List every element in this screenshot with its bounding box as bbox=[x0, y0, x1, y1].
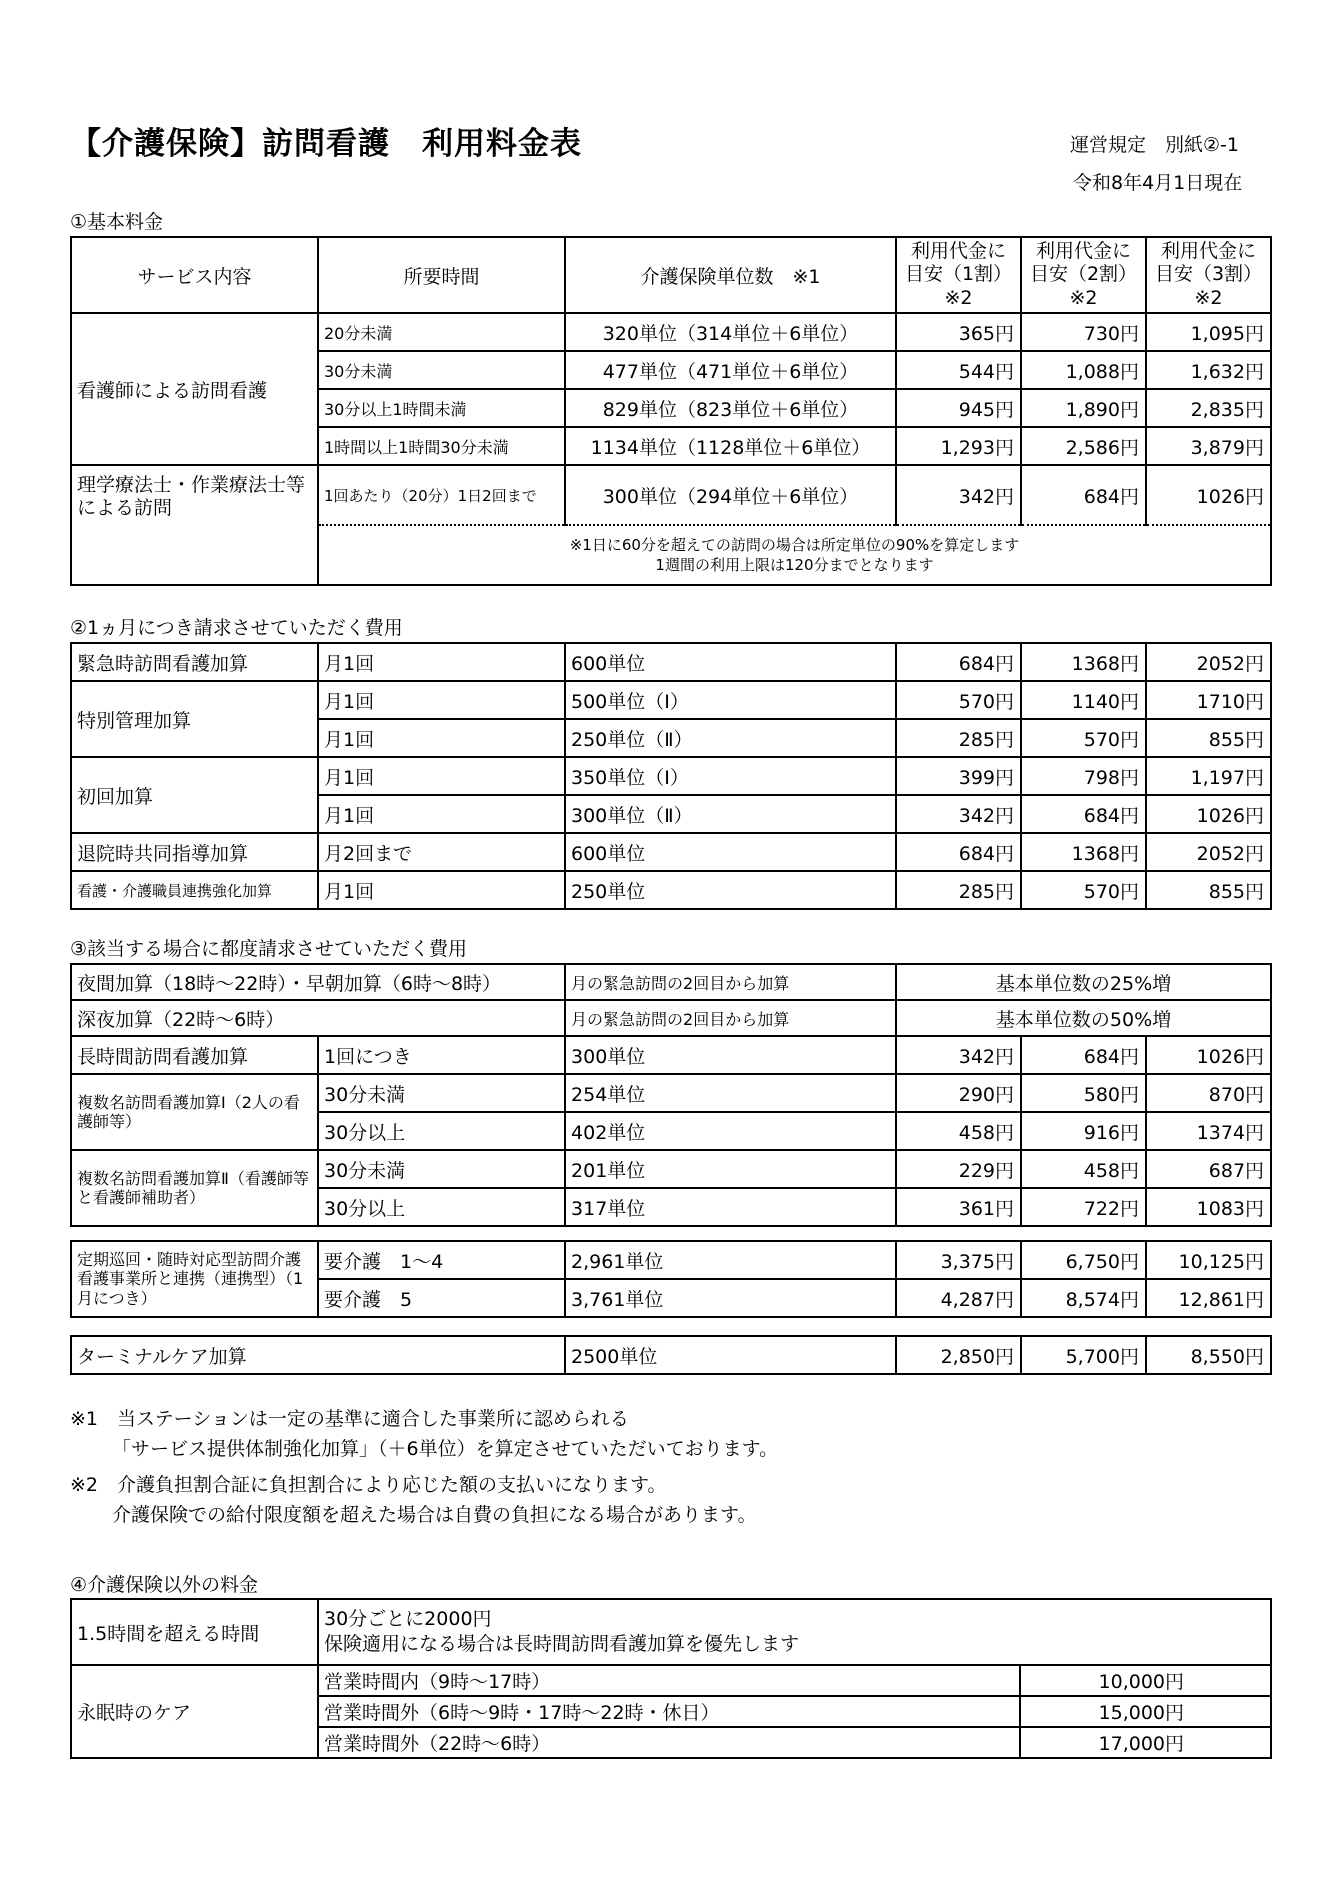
freq-cell: 月1回 bbox=[318, 681, 565, 719]
row-label: 理学療法士・作業療法士等による訪問 bbox=[71, 465, 318, 585]
price-cell: 1,088円 bbox=[1021, 351, 1146, 389]
price-cell: 2,850円 bbox=[896, 1336, 1021, 1374]
page-title: 【介護保険】訪問看護 利用料金表 bbox=[70, 126, 582, 162]
price-cell: 285円 bbox=[896, 871, 1021, 909]
footnote-line: 「サービス提供体制強化加算」（＋6単位）を算定させていただいております。 bbox=[112, 1438, 779, 1460]
units-cell: 1134単位（1128単位＋6単位） bbox=[565, 427, 896, 465]
freq-cell: 月1回 bbox=[318, 643, 565, 681]
care-level-cell: 要介護 5 bbox=[318, 1279, 565, 1317]
as-of-date: 令和8年4月1日現在 bbox=[1073, 172, 1243, 194]
time-cell: 30分未満 bbox=[318, 1074, 565, 1112]
price-cell: 6,750円 bbox=[1021, 1241, 1146, 1279]
units-cell: 317単位 bbox=[565, 1188, 896, 1226]
price-cell: 458円 bbox=[896, 1112, 1021, 1150]
condition-cell: 月の緊急訪問の2回目から加算 bbox=[565, 1000, 896, 1036]
freq-cell: 1回につき bbox=[318, 1036, 565, 1074]
detail-line: 保険適用になる場合は長時間訪問看護加算を優先します bbox=[324, 1633, 800, 1655]
price-cell: 730円 bbox=[1021, 313, 1146, 351]
monthly-fee-table bbox=[70, 642, 1272, 910]
price-cell: 945円 bbox=[896, 389, 1021, 427]
price-cell: 1368円 bbox=[1021, 643, 1146, 681]
price-cell: 2,835円 bbox=[1146, 389, 1271, 427]
row-label: 永眠時のケア bbox=[71, 1665, 318, 1758]
table-row bbox=[71, 681, 1271, 719]
footnote-1 bbox=[70, 1404, 778, 1464]
price-cell: 1,197円 bbox=[1146, 757, 1271, 795]
price-cell: 1710円 bbox=[1146, 681, 1271, 719]
units-cell: 201単位 bbox=[565, 1150, 896, 1188]
units-cell: 320単位（314単位＋6単位） bbox=[565, 313, 896, 351]
table-row bbox=[71, 1241, 1271, 1279]
price-cell: 722円 bbox=[1021, 1188, 1146, 1226]
table-row bbox=[71, 964, 1271, 1000]
time-cell: 30分以上1時間未満 bbox=[318, 389, 565, 427]
price-cell: 3,879円 bbox=[1146, 427, 1271, 465]
time-cell: 30分未満 bbox=[318, 1150, 565, 1188]
price-cell: 365円 bbox=[896, 313, 1021, 351]
col-header: 利用代金に目安（1割）※2 bbox=[896, 237, 1021, 313]
price-cell: 5,700円 bbox=[1021, 1336, 1146, 1374]
rule-reference: 運営規定 別紙②-1 bbox=[1070, 134, 1239, 156]
section-heading-monthly: ②1ヵ月につき請求させていただく費用 bbox=[70, 617, 403, 639]
row-label: 特別管理加算 bbox=[71, 681, 318, 757]
freq-cell: 月1回 bbox=[318, 757, 565, 795]
units-cell: 829単位（823単位＋6単位） bbox=[565, 389, 896, 427]
price-cell: 570円 bbox=[896, 681, 1021, 719]
price-cell: 1140円 bbox=[1021, 681, 1146, 719]
detail-line: 30分ごとに2000円 bbox=[324, 1608, 492, 1631]
price-cell: 3,375円 bbox=[896, 1241, 1021, 1279]
table-row bbox=[71, 871, 1271, 909]
table-row bbox=[71, 757, 1271, 795]
row-label: 深夜加算（22時～6時） bbox=[71, 1000, 565, 1036]
price-cell: 290円 bbox=[896, 1074, 1021, 1112]
price-cell: 342円 bbox=[896, 465, 1021, 525]
basic-fee-table bbox=[70, 236, 1272, 586]
price-cell: 15,000円 bbox=[1020, 1696, 1271, 1727]
row-label: ターミナルケア加算 bbox=[71, 1336, 565, 1374]
price-cell: 399円 bbox=[896, 757, 1021, 795]
footnote-line: ※1 当ステーションは一定の基準に適合した事業所に認められる bbox=[70, 1408, 629, 1430]
footnote-line: ※2 介護負担割合証に負担割合により応じた額の支払いになります。 bbox=[70, 1474, 667, 1496]
table-row bbox=[71, 1599, 1271, 1665]
price-cell: 570円 bbox=[1021, 871, 1146, 909]
freq-cell: 月1回 bbox=[318, 719, 565, 757]
table-row bbox=[71, 1336, 1271, 1374]
time-cell: 30分以上 bbox=[318, 1112, 565, 1150]
section-heading-non-insurance: ④介護保険以外の料金 bbox=[70, 1574, 259, 1596]
units-cell: 500単位（Ⅰ） bbox=[565, 681, 896, 719]
price-cell: 1374円 bbox=[1146, 1112, 1271, 1150]
time-cell: 営業時間外（22時～6時） bbox=[318, 1727, 1020, 1758]
price-cell: 916円 bbox=[1021, 1112, 1146, 1150]
price-cell: 1,293円 bbox=[896, 427, 1021, 465]
section-heading-per-visit: ③該当する場合に都度請求させていただく費用 bbox=[70, 938, 468, 960]
visit-limit-note bbox=[318, 525, 1271, 585]
row-label: 緊急時訪問看護加算 bbox=[71, 643, 318, 681]
col-header: サービス内容 bbox=[71, 237, 318, 313]
col-header: 利用代金に目安（2割）※2 bbox=[1021, 237, 1146, 313]
col-header: 利用代金に目安（3割）※2 bbox=[1146, 237, 1271, 313]
price-cell: 1368円 bbox=[1021, 833, 1146, 871]
table-header-row bbox=[71, 237, 1271, 313]
rate-cell: 基本単位数の25%増 bbox=[896, 964, 1271, 1000]
row-label: 看護・介護職員連携強化加算 bbox=[71, 871, 318, 909]
time-cell: 30分未満 bbox=[318, 351, 565, 389]
price-cell: 570円 bbox=[1021, 719, 1146, 757]
price-cell: 1,890円 bbox=[1021, 389, 1146, 427]
price-cell: 1026円 bbox=[1146, 465, 1271, 525]
price-cell: 361円 bbox=[896, 1188, 1021, 1226]
row-label: 夜間加算（18時～22時）・早朝加算（6時～8時） bbox=[71, 964, 565, 1000]
price-cell: 342円 bbox=[896, 1036, 1021, 1074]
row-label: 退院時共同指導加算 bbox=[71, 833, 318, 871]
footnote-2 bbox=[70, 1470, 756, 1530]
condition-cell: 月の緊急訪問の2回目から加算 bbox=[565, 964, 896, 1000]
price-cell: 870円 bbox=[1146, 1074, 1271, 1112]
rate-cell: 基本単位数の50%増 bbox=[896, 1000, 1271, 1036]
col-header: 所要時間 bbox=[318, 237, 565, 313]
price-cell: 1,095円 bbox=[1146, 313, 1271, 351]
price-cell: 229円 bbox=[896, 1150, 1021, 1188]
table-row bbox=[71, 833, 1271, 871]
price-cell: 12,861円 bbox=[1146, 1279, 1271, 1317]
units-cell: 3,761単位 bbox=[565, 1279, 896, 1317]
units-cell: 600単位 bbox=[565, 833, 896, 871]
price-cell: 10,125円 bbox=[1146, 1241, 1271, 1279]
row-label: 看護師による訪問看護 bbox=[71, 313, 318, 465]
price-cell: 684円 bbox=[1021, 1036, 1146, 1074]
table-row bbox=[71, 313, 1271, 351]
care-level-cell: 要介護 1～4 bbox=[318, 1241, 565, 1279]
price-cell: 544円 bbox=[896, 351, 1021, 389]
price-cell: 687円 bbox=[1146, 1150, 1271, 1188]
units-cell: 2,961単位 bbox=[565, 1241, 896, 1279]
table-row bbox=[71, 1036, 1271, 1074]
price-cell: 285円 bbox=[896, 719, 1021, 757]
row-label: 定期巡回・随時対応型訪問介護看護事業所と連携（連携型）（1月につき） bbox=[71, 1241, 318, 1317]
row-label: 長時間訪問看護加算 bbox=[71, 1036, 318, 1074]
price-cell: 1,632円 bbox=[1146, 351, 1271, 389]
table-row bbox=[71, 465, 1271, 525]
table-row bbox=[71, 1665, 1271, 1696]
units-cell: 250単位 bbox=[565, 871, 896, 909]
units-cell: 600単位 bbox=[565, 643, 896, 681]
time-cell: 1回あたり（20分）1日2回まで bbox=[318, 465, 565, 525]
price-cell: 684円 bbox=[1021, 795, 1146, 833]
price-cell: 855円 bbox=[1146, 871, 1271, 909]
price-cell: 684円 bbox=[1021, 465, 1146, 525]
col-header: 介護保険単位数 ※1 bbox=[565, 237, 896, 313]
terminal-care-table bbox=[70, 1335, 1272, 1375]
price-cell: 2052円 bbox=[1146, 643, 1271, 681]
units-cell: 2500単位 bbox=[565, 1336, 896, 1374]
per-visit-fee-table bbox=[70, 963, 1272, 1227]
price-cell: 458円 bbox=[1021, 1150, 1146, 1188]
freq-cell: 月2回まで bbox=[318, 833, 565, 871]
units-cell: 254単位 bbox=[565, 1074, 896, 1112]
price-cell: 17,000円 bbox=[1020, 1727, 1271, 1758]
row-label: 複数名訪問看護加算Ⅱ（看護師等と看護師補助者） bbox=[71, 1150, 318, 1226]
over-time-detail bbox=[318, 1599, 1271, 1665]
time-cell: 1時間以上1時間30分未満 bbox=[318, 427, 565, 465]
units-cell: 300単位（294単位＋6単位） bbox=[565, 465, 896, 525]
row-label: 複数名訪問看護加算Ⅰ（2人の看護師等） bbox=[71, 1074, 318, 1150]
price-cell: 342円 bbox=[896, 795, 1021, 833]
price-cell: 684円 bbox=[896, 643, 1021, 681]
time-cell: 20分未満 bbox=[318, 313, 565, 351]
price-cell: 4,287円 bbox=[896, 1279, 1021, 1317]
units-cell: 300単位（Ⅱ） bbox=[565, 795, 896, 833]
units-cell: 250単位（Ⅱ） bbox=[565, 719, 896, 757]
units-cell: 477単位（471単位＋6単位） bbox=[565, 351, 896, 389]
units-cell: 350単位（Ⅰ） bbox=[565, 757, 896, 795]
price-cell: 2,586円 bbox=[1021, 427, 1146, 465]
time-cell: 30分以上 bbox=[318, 1188, 565, 1226]
price-cell: 10,000円 bbox=[1020, 1665, 1271, 1696]
price-cell: 1083円 bbox=[1146, 1188, 1271, 1226]
table-row bbox=[71, 1074, 1271, 1112]
price-cell: 1026円 bbox=[1146, 795, 1271, 833]
periodic-visit-table bbox=[70, 1240, 1272, 1318]
units-cell: 402単位 bbox=[565, 1112, 896, 1150]
freq-cell: 月1回 bbox=[318, 871, 565, 909]
footnote-line: 介護保険での給付限度額を超えた場合は自費の負担になる場合があります。 bbox=[112, 1504, 757, 1526]
price-cell: 580円 bbox=[1021, 1074, 1146, 1112]
price-cell: 2052円 bbox=[1146, 833, 1271, 871]
row-label: 初回加算 bbox=[71, 757, 318, 833]
table-row bbox=[71, 1000, 1271, 1036]
price-cell: 684円 bbox=[896, 833, 1021, 871]
time-cell: 営業時間外（6時～9時・17時～22時・休日） bbox=[318, 1696, 1020, 1727]
price-cell: 8,574円 bbox=[1021, 1279, 1146, 1317]
table-row bbox=[71, 643, 1271, 681]
row-label: 1.5時間を超える時間 bbox=[71, 1599, 318, 1665]
note-line: 1週間の利用上限は120分までとなります bbox=[655, 556, 934, 574]
section-heading-basic: ①基本料金 bbox=[70, 211, 164, 233]
table-row bbox=[71, 1150, 1271, 1188]
time-cell: 営業時間内（9時～17時） bbox=[318, 1665, 1020, 1696]
price-cell: 798円 bbox=[1021, 757, 1146, 795]
freq-cell: 月1回 bbox=[318, 795, 565, 833]
price-cell: 8,550円 bbox=[1146, 1336, 1271, 1374]
price-cell: 855円 bbox=[1146, 719, 1271, 757]
units-cell: 300単位 bbox=[565, 1036, 896, 1074]
price-cell: 1026円 bbox=[1146, 1036, 1271, 1074]
note-line: ※1日に60分を超えての訪問の場合は所定単位の90%を算定します bbox=[569, 535, 1020, 554]
non-insurance-fee-table bbox=[70, 1598, 1272, 1759]
